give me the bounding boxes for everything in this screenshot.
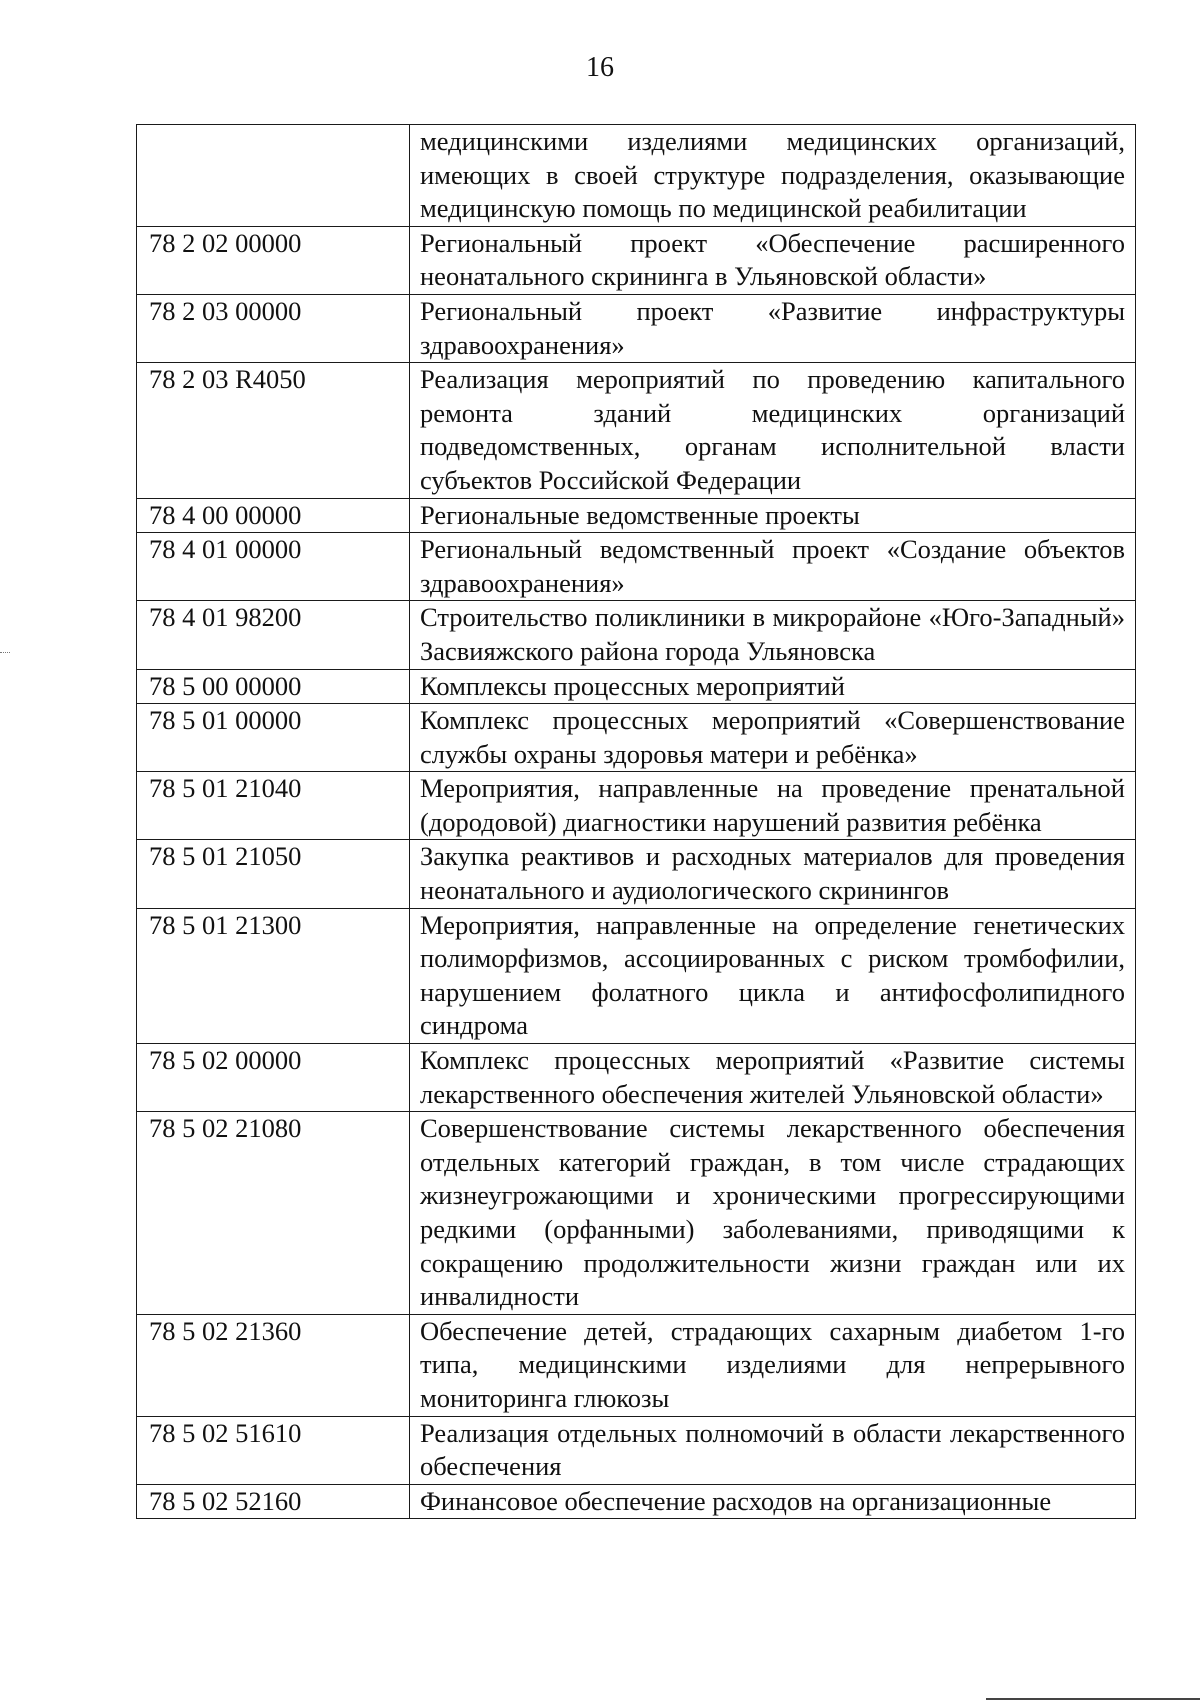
- table-row: [137, 125, 1136, 227]
- row-description: Мероприятия, направленные на определение генетических полиморфизмов, ассоциированных с риском тромбофилии, нарушением фолатного цикла и антифосфолипидного синдрома: [410, 908, 1136, 1043]
- row-code: 78 5 01 21050: [137, 840, 410, 908]
- row-description: Обеспечение детей, страдающих сахарным диабетом 1-го типа, медицинскими изделиями для непрерывного мониторинга глюкозы: [410, 1314, 1136, 1416]
- row-description: Комплекс процессных мероприятий «Совершенствование службы охраны здоровья матери и ребёнка»: [410, 704, 1136, 772]
- row-description: Комплекс процессных мероприятий «Развитие системы лекарственного обеспечения жителей Ульяновской области»: [410, 1044, 1136, 1112]
- row-code: 78 5 02 21080: [137, 1112, 410, 1315]
- row-description: Региональный проект «Обеспечение расширенного неонатального скрининга в Ульяновской области»: [410, 226, 1136, 294]
- row-description: Реализация мероприятий по проведению капитального ремонта зданий медицинских организаций подведомственных, органам исполнительной власти субъектов Российской Федерации: [410, 363, 1136, 498]
- page-number: 16: [586, 52, 614, 83]
- row-code: 78 2 02 00000: [137, 226, 410, 294]
- row-description: Совершенствование системы лекарственного обеспечения отдельных категорий граждан, в том числе страдающих жизнеугрожающими и хроническими прогрессирующими редкими (орфанными) заболеваниями, приводящими к сокращению продолжительности жизни граждан или их инвалидности: [410, 1112, 1136, 1315]
- table-row: [137, 226, 1136, 294]
- row-code: 78 5 01 21300: [137, 908, 410, 1043]
- table-row: [137, 1416, 1136, 1484]
- table-row: [137, 840, 1136, 908]
- table-row: [137, 601, 1136, 669]
- row-description: Региональный проект «Развитие инфраструктуры здравоохранения»: [410, 294, 1136, 362]
- row-code: 78 5 02 52160: [137, 1484, 410, 1519]
- table-row: [137, 1044, 1136, 1112]
- binding-margin-mark: [0, 652, 10, 654]
- row-code: 78 2 03 R4050: [137, 363, 410, 498]
- row-code: 78 4 01 00000: [137, 533, 410, 601]
- row-description: Закупка реактивов и расходных материалов для проведения неонатального и аудиологического скринингов: [410, 840, 1136, 908]
- row-description: Комплексы процессных мероприятий: [410, 669, 1136, 704]
- row-code: 78 5 02 21360: [137, 1314, 410, 1416]
- row-description: Региональные ведомственные проекты: [410, 498, 1136, 533]
- row-description: Реализация отдельных полномочий в области лекарственного обеспечения: [410, 1416, 1136, 1484]
- row-description: Региональный ведомственный проект «Создание объектов здравоохранения»: [410, 533, 1136, 601]
- row-code: 78 5 01 21040: [137, 772, 410, 840]
- table-row: [137, 1112, 1136, 1315]
- table-row: [137, 1484, 1136, 1519]
- row-code: 78 5 02 00000: [137, 1044, 410, 1112]
- row-description: медицинскими изделиями медицинских организаций, имеющих в своей структуре подразделения, оказывающие медицинскую помощь по медицинской реабилитации: [410, 125, 1136, 227]
- row-code: 78 2 03 00000: [137, 294, 410, 362]
- row-code: 78 4 01 98200: [137, 601, 410, 669]
- row-description: Мероприятия, направленные на проведение пренатальной (дородовой) диагностики нарушений развития ребёнка: [410, 772, 1136, 840]
- table-row: [137, 772, 1136, 840]
- table-row: [137, 363, 1136, 498]
- table-row: [137, 498, 1136, 533]
- table-row: [137, 908, 1136, 1043]
- table-row: [137, 533, 1136, 601]
- scan-edge-mark: [986, 1698, 1200, 1700]
- row-code: 78 5 01 00000: [137, 704, 410, 772]
- row-code: 78 4 00 00000: [137, 498, 410, 533]
- table-row: [137, 669, 1136, 704]
- table-row: [137, 1314, 1136, 1416]
- row-description: Строительство поликлиники в микрорайоне «Юго-Западный» Засвияжского района города Ульяновска: [410, 601, 1136, 669]
- row-code: 78 5 00 00000: [137, 669, 410, 704]
- table-row: [137, 704, 1136, 772]
- row-code: [137, 125, 410, 227]
- budget-classification-table: [136, 124, 1136, 1519]
- row-description: Финансовое обеспечение расходов на организационные: [410, 1484, 1136, 1519]
- table-row: [137, 294, 1136, 362]
- row-code: 78 5 02 51610: [137, 1416, 410, 1484]
